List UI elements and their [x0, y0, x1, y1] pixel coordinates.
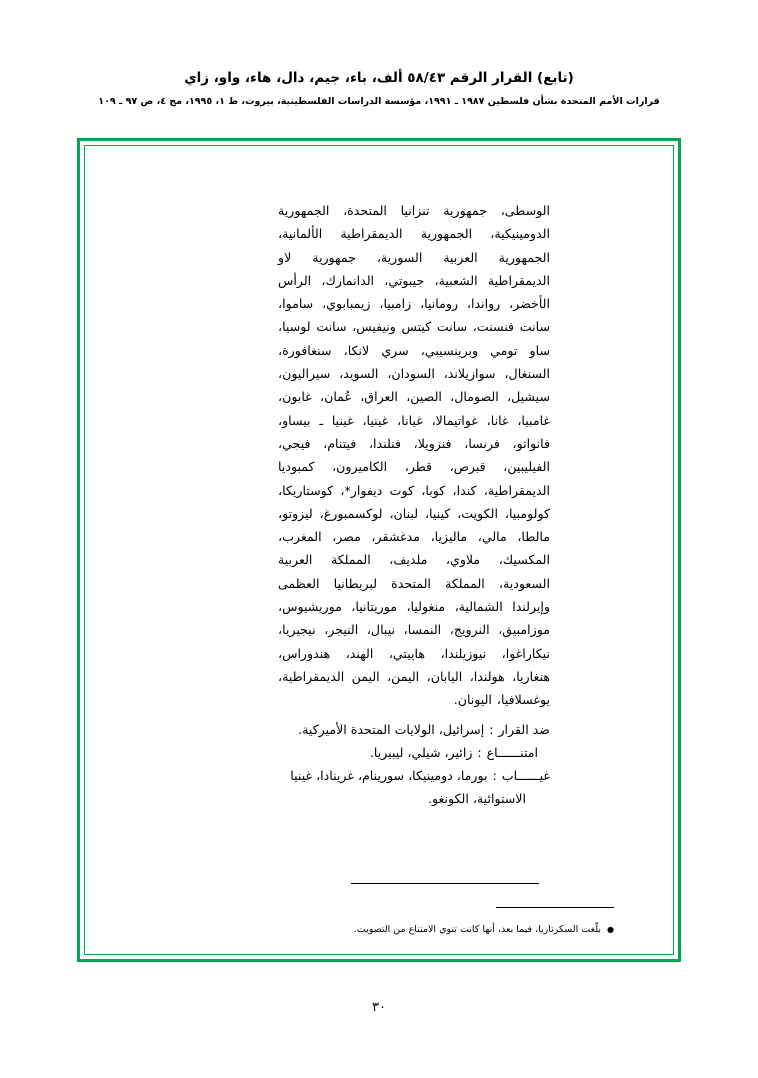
- vote-label-absent: غيــــــاب: [501, 768, 550, 784]
- footnote-text: بلّغت السكرتاريا، فيما بعد، أنها كانت تنوي الامتناع من التصويت.: [353, 924, 602, 935]
- page-number: ٣٠: [372, 1000, 386, 1015]
- footnote-separator-rule: [496, 907, 614, 908]
- vote-separator: :: [492, 768, 497, 784]
- vote-value-against: إسرائيل، الولايات المتحدة الأميركية.: [298, 721, 485, 737]
- footnote: [314, 922, 614, 937]
- vote-row-against: [278, 718, 550, 741]
- vote-value-absent-continued: الاستوائية، الكونغو.: [427, 791, 526, 807]
- body-content: [278, 199, 550, 811]
- vote-row-abstain: [278, 741, 550, 764]
- vote-value-absent: بورما، دومينيكا، سورينام، غرينادا، غينيا: [290, 768, 488, 784]
- countries-paragraph: الوسطى، جمهورية تنزانيا المتحدة، الجمهورية الدومينيكية، الجمهورية الديمقراطية الألمانية، الجمهورية العربية السورية، جمهورية لاو الديمقراطية الشعبية، جيبوتي، الدانمارك، الرأس الأخضر، رواندا، رومانيا، زامبيا، زيمبابوي، ساموا، سانت فنسنت، سانت كيتس ونيفيس، سانت لوسيا، ساو تومي وبرينسيبي، سري لانكا، سنغافورة، السنغال، سوازيلاند، السودان، السويد، سيراليون، سيشيل، الصومال، الصين، العراق، عُمان، غابون، غامبيا، غانا، غواتيمالا، غيانا، غينيا، غينيا ـ بيساو، فانواتو، فرنسا، فنزويلا، فنلندا، فيتنام، فيجي، الفيليبين، قبرص، قطر، الكاميرون، كمبوديا الديمقراطية، كندا، كوبا، كوت ديفوار*، كوستاريكا، كولومبيا، الكويت، كينيا، لبنان، لوكسمبورغ، ليزوتو، مالطا، مالي، ماليزيا، مدغشقر، مصر، المغرب، المكسيك، ملاوي، ملديف، المملكة العربية السعودية، المملكة المتحدة لبريطانيا العظمى وإيرلندا الشمالية، منغوليا، موريتانيا، موريشيوس، موزامبيق، النرويج، النمسا، نيبال، النيجر، نيجيريا، نيكاراغوا، نيوزيلندا، هاييتي، الهند، هندوراس، هنغاريا، هولندا، اليابان، اليمن، اليمن الديمقراطية، يوغسلافيا، اليونان.: [278, 203, 550, 708]
- page-header: [0, 68, 758, 109]
- vote-results: [278, 718, 550, 811]
- body-separator-rule: [351, 883, 539, 884]
- vote-separator: :: [477, 744, 482, 760]
- vote-label-abstain: امتنــــــاع: [486, 744, 538, 760]
- page-title: (تابع) القرار الرقم ٥٨/٤٣ ألف، باء، جيم، دال، هاء، واو، زاي: [184, 70, 574, 86]
- vote-separator: :: [489, 721, 494, 737]
- vote-row-absent: [278, 764, 550, 787]
- vote-value-abstain: زائير، شيلي، ليبيريا.: [369, 744, 473, 760]
- footnote-bullet-icon: ●: [607, 925, 614, 934]
- green-border-frame: [77, 138, 681, 962]
- vote-label-against: ضد القرار: [498, 721, 550, 737]
- page-source-line: قرارات الأمم المتحدة بشأن فلسطين ١٩٨٧ ـ ١٩٩١، مؤسسة الدراسات الفلسطينية، بيروت، ط ١، ١٩٩٥، مج ٤، ص ٩٧ ـ ١٠٩: [98, 96, 660, 108]
